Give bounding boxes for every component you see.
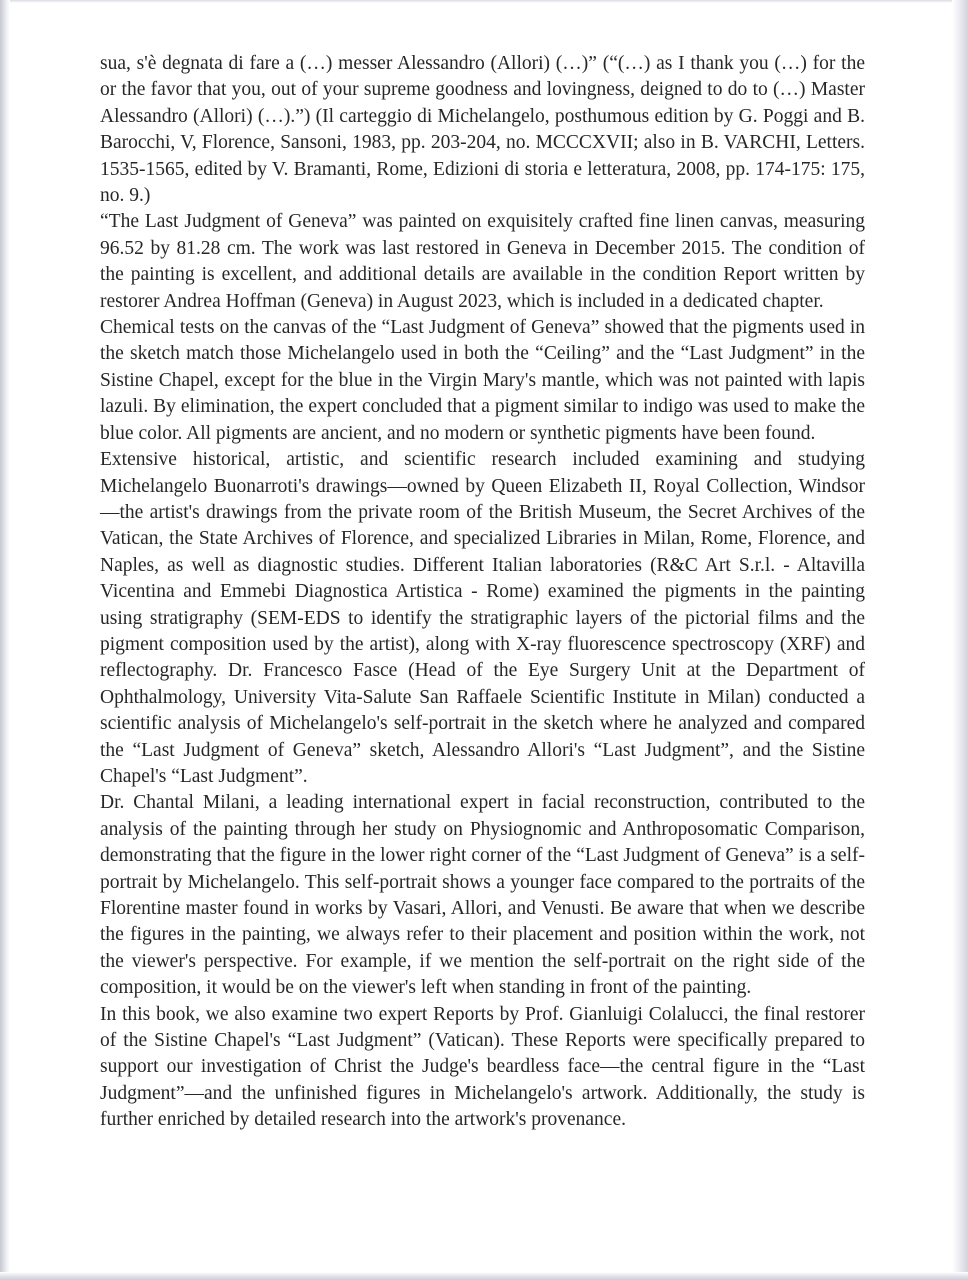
paragraph-canvas-description: “The Last Judgment of Geneva” was painted on exquisitely crafted fine linen canvas, measuring 96.52 by 81.28 cm. The work was last restored in Geneva in December 2015. The condition of the painting is excellent, and additional details are available in the condition Report written by restorer Andrea Hoffman (Geneva) in August 2023, which is included in a dedicated chapter.: [100, 211, 865, 312]
paragraph-research: Extensive historical, artistic, and scientific research included examining and studying Michelangelo Buonarroti's drawings—owned by Queen Elizabeth II, Royal Collection, Windsor—the artist's drawings from the private room of the British Museum, the Secret Archives of the Vatican, the State Archives of Florence, and specialized Libraries in Milan, Rome, Florence, and Naples, as well as diagnostic studies. Different Italian laboratories (R&C Art S.r.l. - Altavilla Vicentina and Emmebi Diagnostica Artistica - Rome) examined the pigments in the painting using stratigraphy (SEM-EDS to identify the stratigraphic layers of the pictorial films and the pigment composition used by the artist), along with X-ray fluorescence spectroscopy (XRF) and reflectography. Dr. Francesco Fasce (Head of the Eye Surgery Unit at the Department of Ophthalmology, University Vita-Salute San Raffaele Scientific Institute in Milan) conducted a scientific analysis of Michelangelo's self-portrait in the sketch where he analyzed and compared the “Last Judgment of Geneva” sketch, Alessandro Allori's “Last Judgment”, and the Sistine Chapel's “Last Judgment”.: [100, 449, 865, 787]
page-edge-right: [952, 0, 968, 1280]
page-edge-top: [0, 0, 968, 3]
paragraph-chemical-tests: Chemical tests on the canvas of the “Last Judgment of Geneva” showed that the pigments used in the sketch match those Michelangelo used in both the “Ceiling” and the “Last Judgment” in the Sistine Chapel, except for the blue in the Virgin Mary's mantle, which was not painted with lapis lazuli. By elimination, the expert concluded that a pigment similar to indigo was used to make the blue color. All pigments are ancient, and no modern or synthetic pigments have been found.: [100, 317, 865, 444]
text-content: [100, 51, 865, 1134]
page-edge-left: [0, 0, 10, 1280]
page-edge-bottom: [0, 1272, 968, 1280]
paragraph-citation: sua, s'è degnata di fare a (…) messer Alessandro (Allori) (…)” (“(…) as I thank you (…) for the or the favor that you, out of your supreme goodness and lovingness, deigned to do to (…) Master Alessandro (Allori) (…).”) (Il carteggio di Michelangelo, posthumous edition by G. Poggi and B. Barocchi, V, Florence, Sansoni, 1983, pp. 203-204, no. MCCCXVII; also in B. VARCHI, Letters. 1535-1565, edited by V. Bramanti, Rome, Edizioni di storia e letteratura, 2008, pp. 174-175: 175, no. 9.): [100, 53, 865, 207]
paragraph-colalucci-reports: In this book, we also examine two expert Reports by Prof. Gianluigi Colalucci, the final restorer of the Sistine Chapel's “Last Judgment” (Vatican). These Reports were specifically prepared to support our investigation of Christ the Judge's beardless face—the central figure in the “Last Judgment”—and the unfinished figures in Michelangelo's artwork. Additionally, the study is further enriched by detailed research into the artwork's provenance.: [100, 1003, 865, 1131]
paragraph-milani-study: Dr. Chantal Milani, a leading international expert in facial reconstruction, contributed to the analysis of the painting through her study on Physiognomic and Anthroposomatic Comparison, demonstrating that the figure in the lower right corner of the “Last Judgment of Geneva” is a self-portrait by Michelangelo. This self-portrait shows a younger face compared to the portraits of the Florentine master found in works by Vasari, Allori, and Venusti. Be aware that when we describe the figures in the painting, we always refer to their placement and position within the work, not the viewer's perspective. For example, if we mention the self-portrait on the right side of the composition, it would be on the viewer's left when standing in front of the painting.: [100, 792, 865, 999]
